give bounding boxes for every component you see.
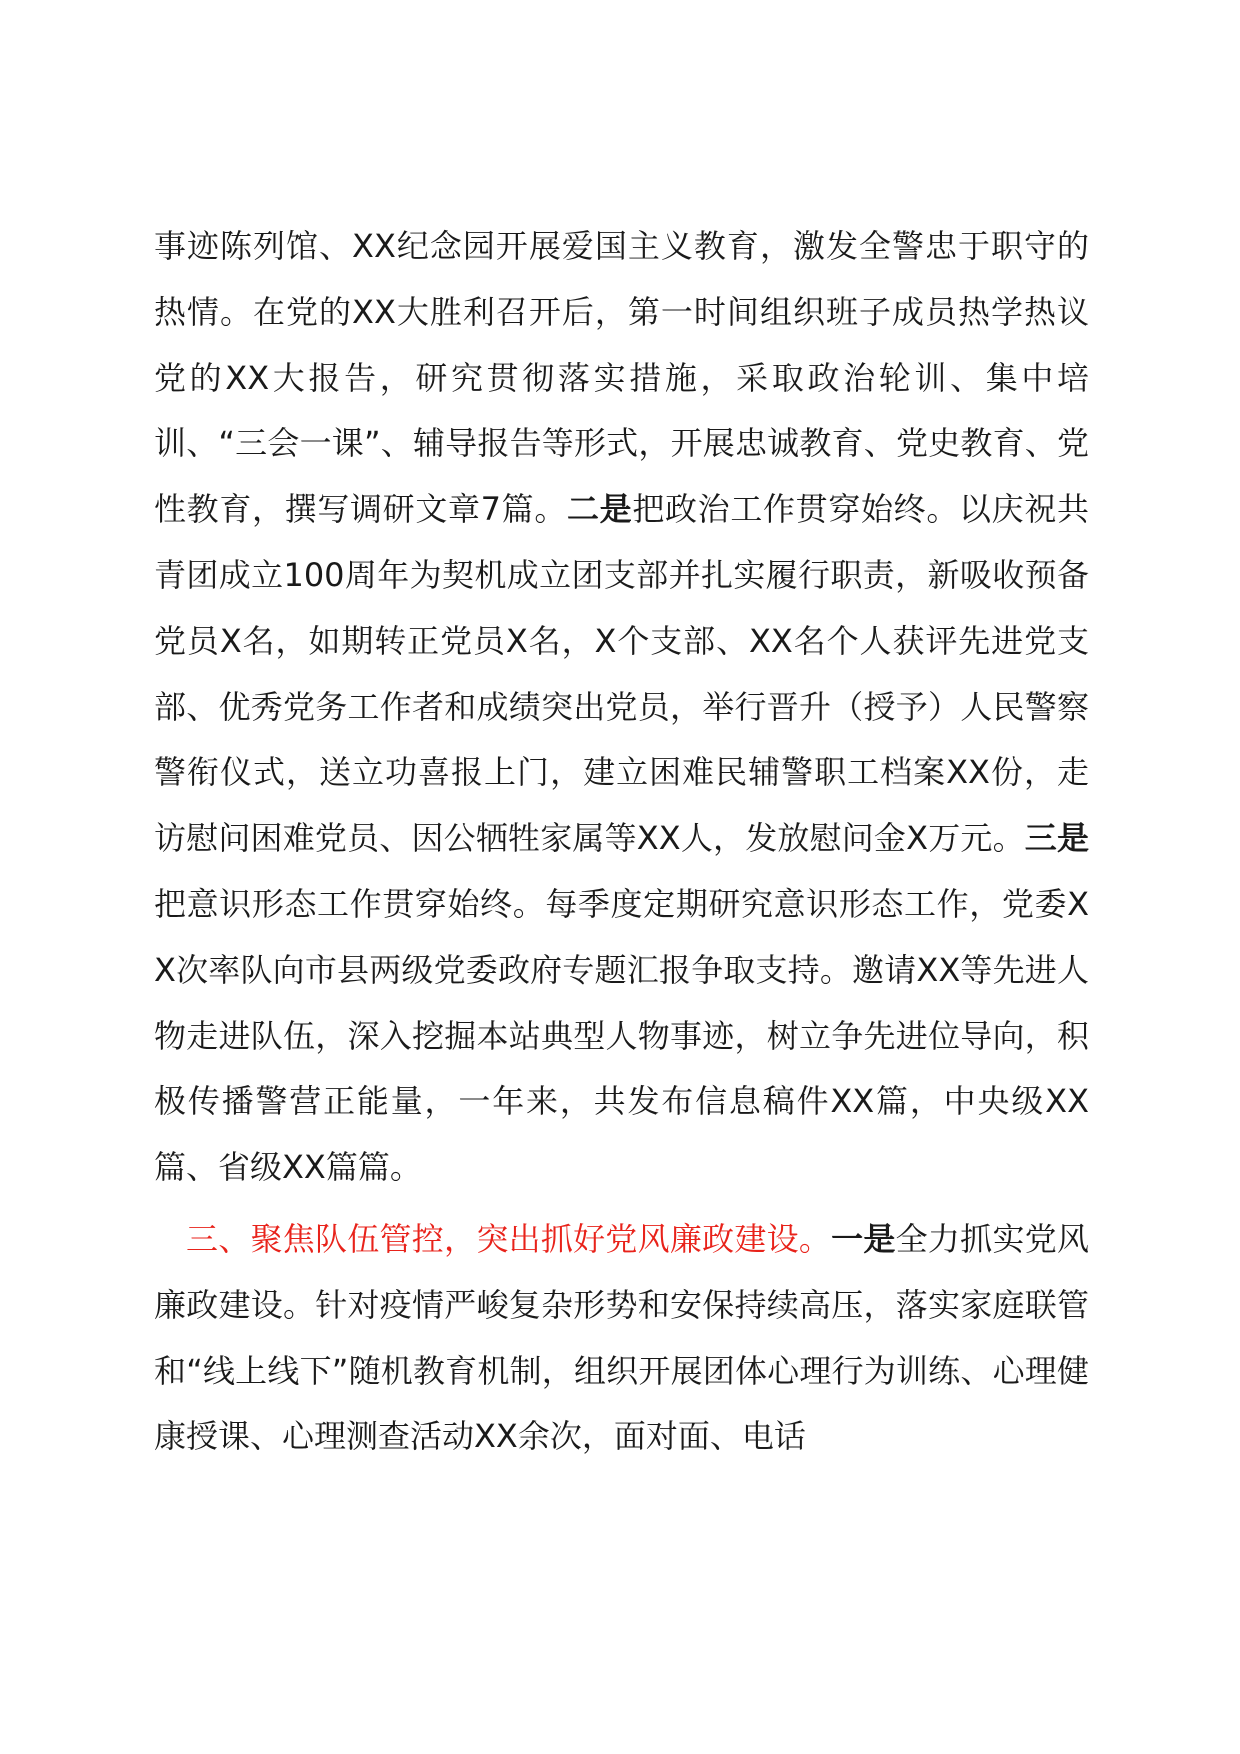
- bold-marker: 三是: [1024, 819, 1089, 858]
- paragraph-text: 把政治工作贯穿始终。以庆祝共青团成立100周年为契机成立团支部并扎实履行职责，新吸收预备党员X名，如期转正党员X名，X个支部、XX名个人获评先进党支部、优秀党务工作者和成绩突出党员，举行晋升（授予）人民警察警衔仪式，送立功喜报上门，建立困难民辅警职工档案XX份，走访慰问困难党员、因公牺牲家属等XX人，发放慰问金X万元。: [154, 490, 1089, 858]
- bold-marker: 一是: [831, 1219, 896, 1258]
- bold-marker: 二是: [567, 490, 633, 529]
- paragraph-political-work: [154, 214, 1089, 1201]
- paragraph-team-management: [154, 1207, 1089, 1470]
- paragraph-text: 事迹陈列馆、XX纪念园开展爱国主义教育，激发全警忠于职守的热情。在党的XX大胜利召开后，第一时间组织班子成员热学热议党的XX大报告，研究贯彻落实措施，采取政治轮训、集中培训、“三会一课”、辅导报告等形式，开展忠诚教育、党史教育、党性教育，撰写调研文章7篇。: [154, 227, 1089, 529]
- paragraph-text: 全力抓实党风廉政建设。针对疫情严峻复杂形势和安保持续高压，落实家庭联管和“线上线下”随机教育机制，组织开展团体心理行为训练、心理健康授课、心理测查活动XX余次，面对面、电话: [154, 1219, 1089, 1456]
- paragraph-text: 把意识形态工作贯穿始终。每季度定期研究意识形态工作，党委XX次率队向市县两级党委政府专题汇报争取支持。邀请XX等先进人物走进队伍，深入挖掘本站典型人物事迹，树立争先进位导向，积极传播警营正能量，一年来，共发布信息稿件XX篇，中央级XX篇、省级XX篇篇。: [154, 884, 1089, 1187]
- document-body: [154, 214, 1089, 1470]
- section-heading: 三、聚焦队伍管控，突出抓好党风廉政建设。: [186, 1219, 832, 1258]
